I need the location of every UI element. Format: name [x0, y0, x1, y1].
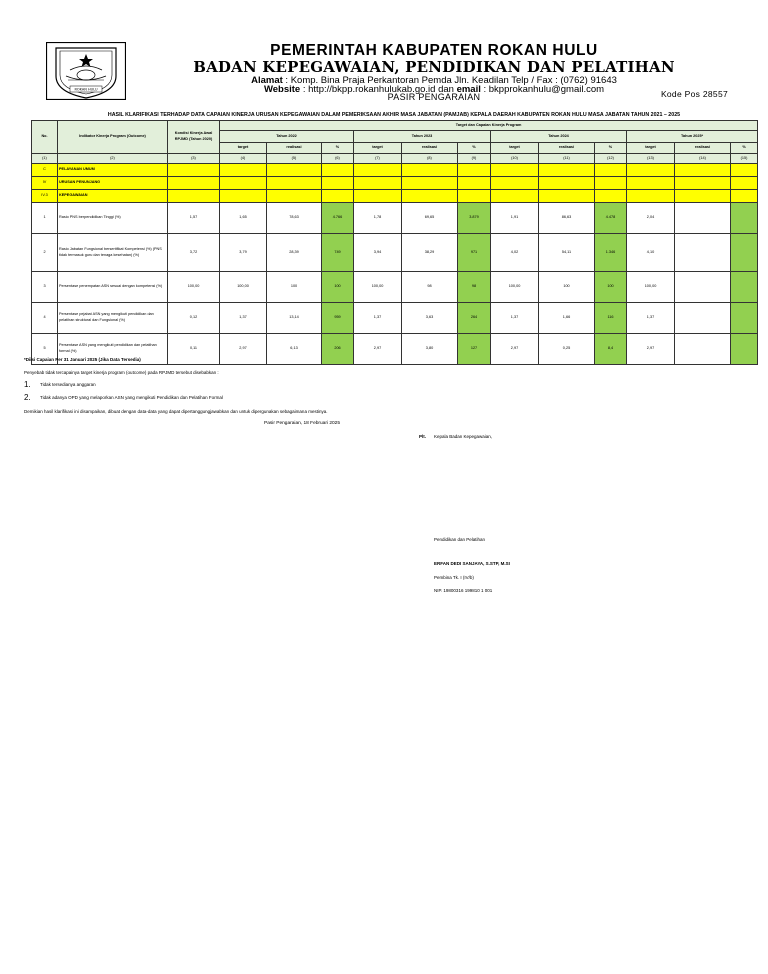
cell-target: 3,94: [354, 234, 402, 272]
cell-target: 1,37: [491, 303, 539, 334]
cell-pct: 98: [458, 272, 491, 303]
signer-rank: Pembina Tk. I (IV/b): [434, 575, 474, 580]
cause-item: [24, 380, 96, 389]
cause-text: Tidak adanya OPD yang melaporkan ASN yang mengikuti Pendidikan dan Pelatihan Formal: [40, 395, 223, 400]
row-baseline: 1,57: [168, 203, 220, 234]
cell-target: 100,00: [491, 272, 539, 303]
cause-number: 1.: [24, 380, 31, 389]
plt-label: Plt.: [419, 434, 427, 439]
cause-number: 2.: [24, 393, 31, 402]
cell-realisasi: 78,63: [267, 203, 322, 234]
section-code: C: [32, 164, 58, 177]
row-indicator: Rasio Jabatan Fungsional bersertifikat Kompetensi (%) (PNS tidak termasuk guru dan tenaga kesehatan) (%): [58, 234, 168, 272]
header-target: target: [627, 143, 675, 154]
footnote: *Diisi Capaian Per 31 Januari 2025 (Jika Data Tersedia): [24, 357, 141, 362]
header-target: target: [354, 143, 402, 154]
cell-pct: 206: [322, 334, 354, 365]
signer-nip: NIP. 19800316 199810 1 001: [434, 588, 493, 593]
header-pct: %: [322, 143, 354, 154]
column-number: (10): [491, 154, 539, 164]
table-row: [32, 303, 758, 334]
column-number: (8): [402, 154, 458, 164]
column-number: (6): [322, 154, 354, 164]
document-title: HASIL KLARIFIKASI TERHADAP DATA CAPAIAN KINERJA URUSAN KEPEGAWAIAN DALAM PEMERIKSAAN AKHIR MASA JABATAN (PAMJAB) KEPALA DAERAH KABUPATEN ROKAN HULU MASA JABATAN TAHUN 2021 – 2025: [107, 112, 681, 118]
cell-realisasi: 3,63: [402, 303, 458, 334]
cell-target: 100,00: [354, 272, 402, 303]
row-indicator: Persentase pejabat ASN yang mengikuti pendidikan dan pelatihan struktural dan Fungsional (%): [58, 303, 168, 334]
header-row-1: [32, 121, 758, 131]
row-no: 4: [32, 303, 58, 334]
row-baseline: 0,12: [168, 303, 220, 334]
cell-pct: [731, 234, 758, 272]
closing-statement: Demikian hasil klarifikasi ini disampaikan, dibuat dengan data-data yang dapat dipertanggungjawabkan dan untuk dipergunakan sebagaimana mestinya.: [24, 409, 328, 414]
column-number: (11): [539, 154, 595, 164]
signer-unit: Pendidikan dan Pelatihan: [434, 537, 486, 542]
cell-pct: [731, 303, 758, 334]
header-target: target: [491, 143, 539, 154]
section-row: [32, 177, 758, 190]
cell-target: 3,79: [220, 234, 267, 272]
column-number: (5): [267, 154, 322, 164]
header-year: Tahun 2023: [354, 131, 491, 143]
cell-pct: [731, 334, 758, 365]
row-baseline: 3,72: [168, 234, 220, 272]
row-indicator: Rasio PNS berpendidikan Tinggi (%): [58, 203, 168, 234]
row-baseline: 100,00: [168, 272, 220, 303]
cell-pct: 100: [322, 272, 354, 303]
column-number-row: [32, 154, 758, 164]
cell-realisasi: 100: [539, 272, 595, 303]
header-realisasi: realisasi: [675, 143, 731, 154]
postcode: Kode Pos 28557: [660, 89, 728, 99]
cell-realisasi: 98: [402, 272, 458, 303]
cell-realisasi: 13,14: [267, 303, 322, 334]
column-number: (14): [675, 154, 731, 164]
header-year: Tahun 2022: [220, 131, 354, 143]
place-date: Pasir Pengaraian, 18 Februari 2025: [264, 421, 340, 426]
website-label: Website: [263, 84, 301, 95]
cell-target: 1,37: [354, 303, 402, 334]
row-no: 2: [32, 234, 58, 272]
section-row: [32, 164, 758, 177]
section-row: [32, 190, 758, 203]
cell-target: 1,37: [220, 303, 267, 334]
cell-realisasi: 54,11: [539, 234, 595, 272]
header-no: No.: [32, 121, 58, 154]
table-row: [32, 203, 758, 234]
cell-target: 2,97: [220, 334, 267, 365]
cell-target: 1,37: [627, 303, 675, 334]
cell-target: 2,97: [354, 334, 402, 365]
header-realisasi: realisasi: [402, 143, 458, 154]
cell-realisasi: 38,29: [402, 234, 458, 272]
cell-target: 1,91: [491, 203, 539, 234]
row-no: 3: [32, 272, 58, 303]
column-number: (1): [32, 154, 58, 164]
cell-pct: 959: [322, 303, 354, 334]
column-number: (12): [595, 154, 627, 164]
column-number: (3): [168, 154, 220, 164]
cell-target: 1,78: [354, 203, 402, 234]
cell-target: 100,00: [220, 272, 267, 303]
cell-target: 4,10: [627, 234, 675, 272]
cell-realisasi: [675, 234, 731, 272]
section-label: PELAYANAN UMUM: [58, 164, 168, 177]
cell-realisasi: 100: [267, 272, 322, 303]
cell-target: 2,04: [627, 203, 675, 234]
header-realisasi: realisasi: [539, 143, 595, 154]
header-realisasi: realisasi: [267, 143, 322, 154]
cell-target: 1,65: [220, 203, 267, 234]
cell-pct: 749: [322, 234, 354, 272]
cell-pct: 127: [458, 334, 491, 365]
row-no: 5: [32, 334, 58, 365]
section-label: URUSAN PENUNJANG: [58, 177, 168, 190]
cell-target: 2,97: [627, 334, 675, 365]
address-text: : Komp. Bina Praja Perkantoran Pemda Jln. Keadilan Telp / Fax : (0762) 91643: [285, 75, 617, 86]
column-number: (15): [731, 154, 758, 164]
header-pct: %: [731, 143, 758, 154]
cause-item: [24, 393, 223, 402]
cell-realisasi: 6,13: [267, 334, 322, 365]
cell-target: 2,97: [491, 334, 539, 365]
cell-realisasi: [675, 334, 731, 365]
email-label: email: [456, 84, 481, 95]
cell-pct: 100: [595, 272, 627, 303]
cell-pct: 3.879: [458, 203, 491, 234]
cell-pct: 116: [595, 303, 627, 334]
header-year: Tahun 2025*: [627, 131, 758, 143]
cell-realisasi: 0,25: [539, 334, 595, 365]
emblem-text: ROKAN HULU: [74, 87, 98, 92]
cell-target: 100,00: [627, 272, 675, 303]
government-name: PEMERINTAH KABUPATEN ROKAN HULU: [270, 42, 598, 59]
row-baseline: 0,11: [168, 334, 220, 365]
cell-realisasi: 28,39: [267, 234, 322, 272]
agency-name: BADAN KEPEGAWAIAN, PENDIDIKAN DAN PELATIHAN: [193, 58, 675, 76]
column-number: (13): [627, 154, 675, 164]
cell-realisasi: 86,63: [539, 203, 595, 234]
header-target: target: [220, 143, 267, 154]
cell-pct: 264: [458, 303, 491, 334]
regency-emblem-icon: [46, 42, 126, 100]
cell-realisasi: [675, 272, 731, 303]
header-indicator: Indikator Kinerja Program (Outcome): [58, 121, 168, 154]
cell-pct: 971: [458, 234, 491, 272]
address-label: Alamat: [251, 75, 283, 86]
cause-text: Tidak tersedianya anggaran: [40, 382, 96, 387]
signature-title: [419, 434, 492, 439]
row-no: 1: [32, 203, 58, 234]
table-row: [32, 234, 758, 272]
column-number: (7): [354, 154, 402, 164]
letterhead: [44, 42, 734, 100]
column-number: (4): [220, 154, 267, 164]
signer-name: ERFAN DEDI SANJAYA, S.STP, M.SI: [434, 561, 510, 566]
cell-realisasi: 3,80: [402, 334, 458, 365]
cell-pct: 4.478: [595, 203, 627, 234]
cell-pct: 8,4: [595, 334, 627, 365]
header-baseline: Kondisi Kinerja Awal RPJMD (Tahun 2020): [168, 121, 220, 154]
section-code: IV.3: [32, 190, 58, 203]
column-number: (2): [58, 154, 168, 164]
header-target-group: Target dan Capaian Kinerja Program: [220, 121, 758, 131]
column-number: (9): [458, 154, 491, 164]
row-indicator: Persentase penempatan ASN sesuai dengan kompetensi (%): [58, 272, 168, 303]
cell-realisasi: [675, 303, 731, 334]
cell-realisasi: [675, 203, 731, 234]
cause-intro: Penyebab tidak tercapainya target kinerja program (outcome) pada RPJMD tersebut disebabkan :: [24, 370, 219, 375]
section-label: KEPEGAWAIAN: [58, 190, 168, 203]
table-row: [32, 272, 758, 303]
header-year: Tahun 2024: [491, 131, 627, 143]
header-pct: %: [458, 143, 491, 154]
cell-pct: [731, 203, 758, 234]
performance-table: [31, 120, 758, 365]
cell-realisasi: 1,66: [539, 303, 595, 334]
section-code: IV: [32, 177, 58, 190]
row-indicator: Persentase ASN yang mengikuti pendidikan dan pelatihan formal (%): [58, 334, 168, 365]
header-pct: %: [595, 143, 627, 154]
cell-pct: 4.766: [322, 203, 354, 234]
cell-realisasi: 69,65: [402, 203, 458, 234]
agency-city: PASIR PENGARAIAN: [387, 92, 481, 102]
email-text: : bkpprokanhulu@gmail.com: [483, 84, 605, 95]
cell-target: 4,02: [491, 234, 539, 272]
cell-pct: [731, 272, 758, 303]
website-text: : http://bkpp.rokanhulukab.go.id dan: [302, 84, 454, 95]
signer-position: Kepala Badan Kepegawaian,: [434, 434, 493, 439]
cell-pct: 1.346: [595, 234, 627, 272]
